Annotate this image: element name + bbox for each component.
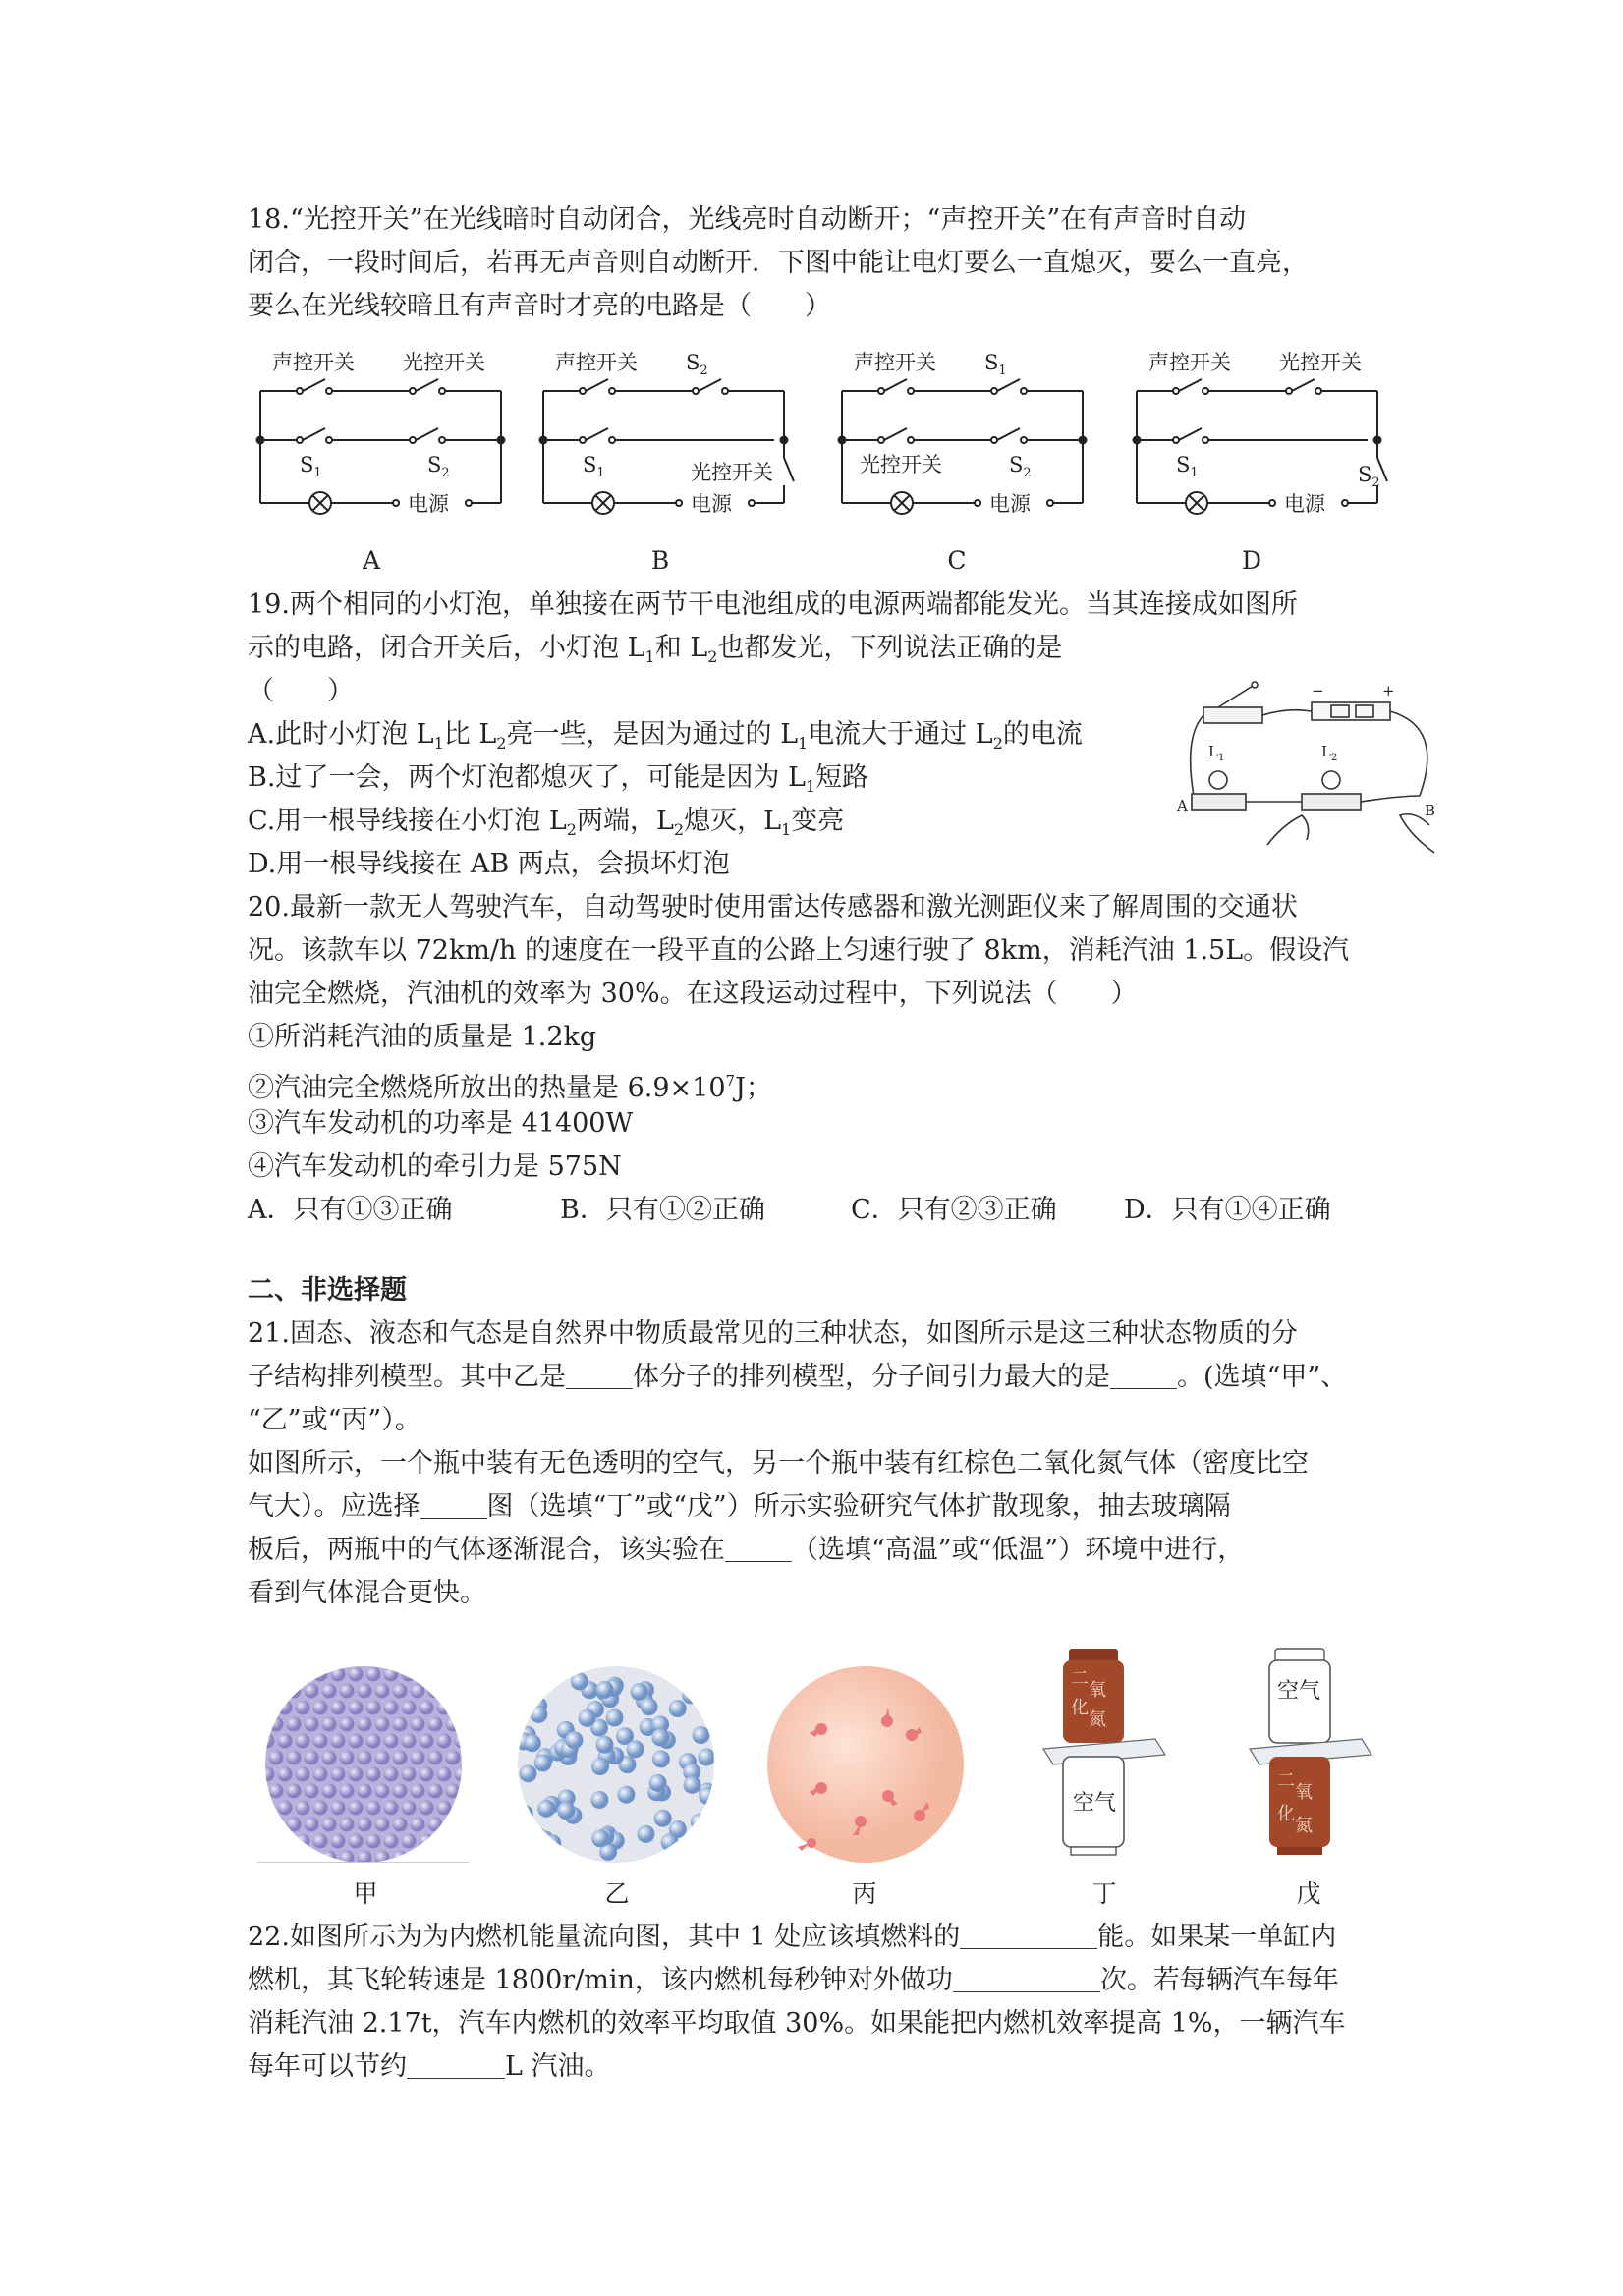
- q18-circuit-2-power-label: 电源: [989, 492, 1031, 516]
- q21-blank-1[interactable]: [566, 1363, 633, 1389]
- svg-text:氮: 氮: [1295, 1816, 1313, 1836]
- q19-option-c: C.用一根导线接在小灯泡 $L_2$两端，$L_2$熄灭，$L_1$变亮: [248, 806, 845, 839]
- q20-statement-4: ④汽车发动机的牵引力是 575N: [248, 1151, 622, 1182]
- q20-choice-c: C．只有②③正确: [851, 1195, 1057, 1225]
- q18-circuit-1-top-left-label: 声控开关: [555, 351, 638, 374]
- bottle-setup-wu: [1246, 1647, 1373, 1863]
- q18-circuits: [246, 334, 1405, 580]
- q21-blank-3[interactable]: [420, 1492, 487, 1519]
- fig-label-wu: 戊: [1296, 1879, 1321, 1908]
- liquid-model-image: [513, 1666, 719, 1863]
- svg-text:二: 二: [1071, 1668, 1089, 1689]
- q21-line3: “乙”或“丙”）。: [248, 1405, 421, 1435]
- fig-label-jia: 甲: [353, 1879, 378, 1908]
- section-heading: 二、非选择题: [248, 1275, 407, 1306]
- q18-circuit-0-power-label: 电源: [408, 492, 449, 516]
- q18-option-a-label: A: [362, 546, 381, 575]
- q18-circuit-0-top-left-label: 声控开关: [272, 351, 355, 374]
- q18-line2: 闭合，一段时间后，若再无声音则自动断开．下图中能让电灯要么一直熄灭，要么一直亮，: [248, 248, 1309, 278]
- q18-circuit-2-mid-right-label: $S_2$: [1009, 453, 1032, 480]
- svg-text:化: 化: [1071, 1698, 1089, 1718]
- q18-line1: 18.“光控开关”在光线暗时自动闭合，光线亮时自动断开；“声控开关”在有声音时自动: [248, 204, 1247, 235]
- svg-text:氧: 氧: [1089, 1680, 1106, 1701]
- q18-circuit-2-top-left-label: 声控开关: [854, 351, 936, 374]
- q19-figure-plus: +: [1382, 682, 1395, 700]
- q20-choice-a: A．只有①③正确: [248, 1195, 453, 1225]
- svg-text:氧: 氧: [1295, 1782, 1313, 1803]
- q18-circuit-2-mid-left-label: 光控开关: [860, 453, 942, 476]
- q18-circuit-0-mid-right-label: $S_2$: [427, 453, 450, 480]
- q19-option-d: D.用一根导线接在 AB 两点，会损坏灯泡: [248, 849, 730, 879]
- q22-blank-2[interactable]: [953, 1966, 1100, 1992]
- q18-circuit-1-top-right-label: $S_2$: [686, 351, 708, 378]
- q18-option-b-label: B: [650, 546, 670, 575]
- q19-figure-l2: $L_2$: [1321, 743, 1338, 763]
- q22-blank-3[interactable]: [407, 2052, 505, 2079]
- q18-circuit-3-top-left-label: 声控开关: [1148, 351, 1231, 374]
- q20-line3: 油完全燃烧，汽油机的效率为 30%。在这段运动过程中，下列说法（ ）: [248, 979, 1138, 1009]
- gas-model-image: [762, 1666, 969, 1863]
- svg-text:氮: 氮: [1089, 1709, 1106, 1730]
- bottle-setup-ding: [1039, 1647, 1167, 1863]
- q18-circuit-diagrams: [246, 334, 1405, 580]
- q19-figure-minus: −: [1312, 682, 1324, 700]
- q18-circuit-3-mid-left-label: $S_1$: [1176, 453, 1199, 480]
- q20-statement-2: ②汽油完全燃烧所放出的热量是 $6.9\times 10^7J$；: [248, 1072, 772, 1103]
- ding-air-label: 空气: [1073, 1791, 1117, 1816]
- q21-blank-2[interactable]: [1110, 1363, 1177, 1389]
- q18-circuit-0-mid-left-label: $S_1$: [300, 453, 322, 480]
- q19-figure-b: B: [1425, 802, 1436, 819]
- q18-circuit-1-power-label: 电源: [691, 492, 732, 516]
- wu-air-label: 空气: [1277, 1679, 1321, 1704]
- q19-line2: 示的电路，闭合开关后，小灯泡 $L_1$和 $L_2$也都发光，下列说法正确的是: [248, 633, 1063, 666]
- q19-line3: （ ）: [248, 676, 354, 706]
- q22-blank-1[interactable]: [960, 1923, 1097, 1949]
- q21-line5: 气大）。应选择 图（选填“丁”或“戊”）所示实验研究气体扩散现象，抽去玻璃隔: [248, 1491, 1231, 1522]
- q18-option-d-label: D: [1241, 546, 1262, 575]
- q22-line1: 22.如图所示为为内燃机能量流向图，其中 1 处应该填燃料的 能。如果某一单缸内: [248, 1922, 1337, 1952]
- q18-circuit-2-top-right-label: $S_1$: [984, 351, 1007, 378]
- svg-text:二: 二: [1277, 1770, 1295, 1791]
- q18-circuit-3-top-right-label: 光控开关: [1279, 351, 1362, 374]
- q21-line1: 21.固态、液态和气态是自然界中物质最常见的三种状态，如图所示是这三种状态物质的分: [248, 1318, 1298, 1349]
- q18-option-c-label: C: [947, 546, 967, 575]
- q19-line1: 19.两个相同的小灯泡，单独接在两节干电池组成的电源两端都能发光。当其连接成如图所: [248, 589, 1298, 620]
- q19-figure-a: A: [1177, 797, 1188, 814]
- q21-line4: 如图所示，一个瓶中装有无色透明的空气，另一个瓶中装有红棕色二氧化氮气体（密度比空: [248, 1448, 1309, 1479]
- q18-circuit-3-power-label: 电源: [1284, 492, 1325, 516]
- q20-choice-d: D．只有①④正确: [1124, 1195, 1331, 1225]
- q18-line3: 要么在光线较暗且有声音时才亮的电路是（ ）: [248, 291, 831, 321]
- q19-option-a: A.此时小灯泡 $L_1$比 $L_2$亮一些，是因为通过的 $L_1$电流大于通过 $L_2$的电流: [248, 719, 1083, 753]
- fig-label-bing: 丙: [852, 1879, 877, 1908]
- q21-line6: 板后，两瓶中的气体逐渐混合，该实验在 （选填“高温”或“低温”）环境中进行，: [248, 1535, 1245, 1565]
- q19-figure-l1: $L_1$: [1208, 743, 1225, 763]
- q20-line2: 况。该款车以 72km/h 的速度在一段平直的公路上匀速行驶了 8km，消耗汽油 1.5L。假设汽: [248, 935, 1350, 966]
- q21-line7: 看到气体混合更快。: [248, 1578, 486, 1608]
- fig-label-ding: 丁: [1091, 1879, 1117, 1908]
- q21-line2: 子结构排列模型。其中乙是 体分子的排列模型，分子间引力最大的是 。(选填“甲”、: [248, 1362, 1348, 1392]
- q18-circuit-1-side-label: 光控开关: [691, 461, 773, 484]
- q20-choice-b: B．只有①②正确: [560, 1195, 765, 1225]
- q18-circuit-3-side-label: $S_2$: [1358, 463, 1380, 490]
- svg-text:化: 化: [1277, 1804, 1295, 1824]
- fig-label-yi: 乙: [604, 1879, 630, 1908]
- q22-line3: 消耗汽油 2.17t，汽车内燃机的效率平均取值 30%。如果能把内燃机效率提高 1%，一辆汽车: [248, 2008, 1346, 2039]
- solid-model-image: [257, 1666, 474, 1863]
- q22-line2: 燃机，其飞轮转速是 1800r/min，该内燃机每秒钟对外做功 次。若每辆汽车每年: [248, 1965, 1339, 1995]
- q20-statement-1: ①所消耗汽油的质量是 1.2kg: [248, 1022, 597, 1052]
- q19-circuit-figure: [1174, 678, 1449, 855]
- q19-circuit-svg: [1174, 678, 1449, 855]
- q20-statement-3: ③汽车发动机的功率是 41400W: [248, 1108, 634, 1139]
- q18-circuit-1-mid-left-label: $S_1$: [583, 453, 605, 480]
- q18-circuit-0-top-right-label: 光控开关: [403, 351, 485, 374]
- q21-blank-4[interactable]: [725, 1536, 792, 1562]
- q19-option-b: B.过了一会，两个灯泡都熄灭了，可能是因为 $L_1$短路: [248, 762, 869, 796]
- q22-line4: 每年可以节约 L 汽油。: [248, 2051, 611, 2082]
- q20-line1: 20.最新一款无人驾驶汽车，自动驾驶时使用雷达传感器和激光测距仪来了解周围的交通状: [248, 892, 1298, 923]
